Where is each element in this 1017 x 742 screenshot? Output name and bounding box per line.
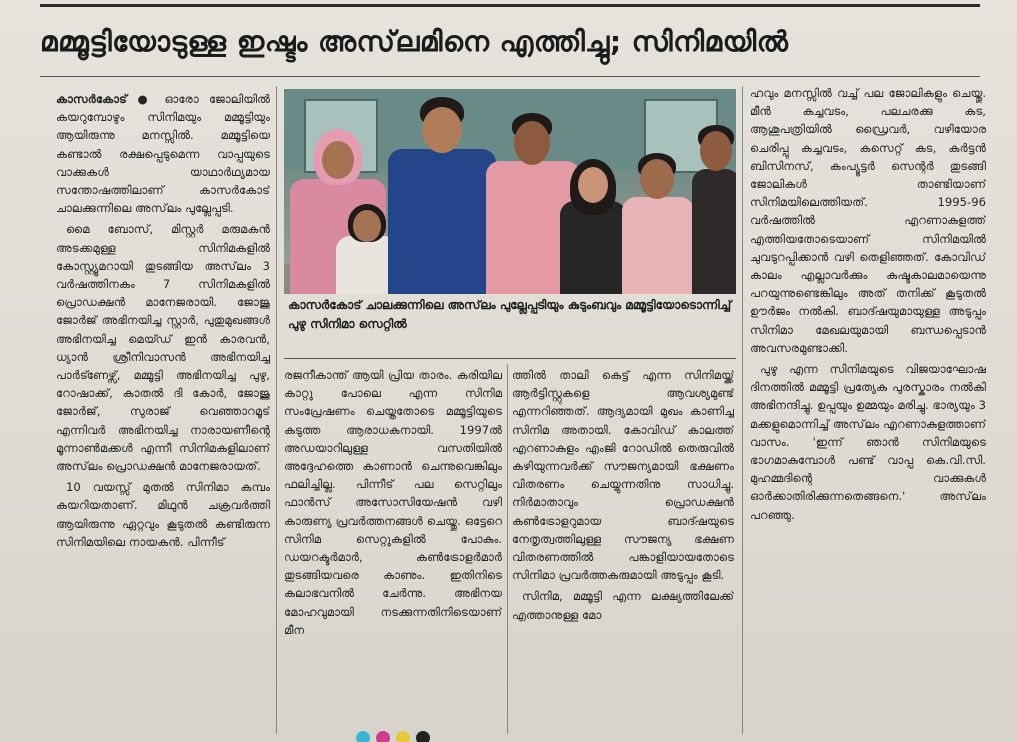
paragraph: ഹവും മനസ്സിൽ വച്ച് പല ജോലികളും ചെയ്തു. മീൻ കച്ചവടം, പലചരക്കു കട, ആശുപത്രിയിൽ ഡ്രൈവർ, വഴിയോര ചെരിപ്പു കച്ചവടം, കസെറ്റ് കട, കർട്ടൻ ബിസിനസ്, കംപ്യൂട്ടർ സെന്റർ തുടങ്ങി ജോലികൾ താണ്ടിയാണ് സിനിമയിലെത്തിയത്. 1995-96 വർഷത്തിൽ എറണാകുളത്ത് എത്തിയതോടെയാണ് സിനിമയിൽ ചുവടുറപ്പിക്കാൻ വഴി തെളിഞ്ഞത്. കോവിഡ് കാലം എല്ലാവർക്കും കഷ്ടകാലമായെന്നു പറയുന്നുണ്ടെങ്കിലും അത് തനിക്ക് കൂടുതൽ ഊർജം നൽകി. ബാദ്ഷയുമായുള്ള അടുപ്പം സിനിമാ മേഖലയുമായി ബന്ധപ്പെടാൻ അവസരമുണ്ടാക്കി. [750, 86, 986, 355]
paragraph: പുഴു എന്ന സിനിമയുടെ വിജയാഘോഷ ദിനത്തിൽ മമ്മൂട്ടി പ്രത്യേക പുരസ്കാരം നൽകി അഭിനന്ദിച്ചു. ഉപ്പയും ഉമ്മയും മരിച്ചു. ഭാര്യയും 3 മക്കളുമൊന്നിച്ച് അസ്‌ലം എറണാകുളത്താണ് വാസം. 'ഇന്ന് ഞാൻ സിനിമയുടെ ഭാഗമാകുമ്പോൾ പണ്ട് വാപ്പ കെ.വി.സി. മുഹമ്മദിന്റെ വാക്കുകൾ ഓർക്കാതിരിക്കുന്നതെങ്ങനെ.' അസ്‌ലം പറഞ്ഞു. [750, 362, 986, 522]
top-rule [40, 4, 980, 7]
paragraph: സിനിമ, മമ്മൂട്ടി എന്ന ലക്ഷ്യത്തിലേക്ക് എത്താനുള്ള മോ [512, 589, 734, 622]
photo-person-son [618, 153, 698, 294]
paragraph [56, 90, 270, 217]
article-column-1 [56, 90, 270, 730]
dateline: കാസർകോട് ● [56, 92, 155, 106]
paragraph: ത്തിൽ താലി കെട്ട് എന്ന സിനിമയ്ക്ക് ആർട്ടിസ്റ്റുകളെ ആവശ്യമുണ്ട് എന്നറിഞ്ഞത്. ആദ്യമായി മുഖം കാണിച്ച സിനിമ അതായി. കോവിഡ് കാലത്ത് എറണാകുളം എംജി റോഡിൽ തെരുവിൽ കഴിയുന്നവർക്ക് സൗജന്യമായി ഭക്ഷണം വിതരണം ചെയ്യുന്നതിനു സാധിച്ചു. നിർമാതാവും പ്രൊഡക്ഷൻ കൺട്രോളറുമായ ബാദ്ഷയുടെ നേതൃത്വത്തിലുള്ള സൗജന്യ ഭക്ഷണ വിതരണത്തിൽ പങ്കാളിയായതോടെ സിനിമാ പ്രവർത്തകരുമായി അടുപ്പം കൂടി. [512, 368, 734, 583]
paragraph: മൈ ബോസ്, മിസ്റ്റർ മരുമകൻ അടക്കമുള്ള സിനിമകളിൽ കോസ്റ്റ്യൂമറായി തുടങ്ങിയ അസ്‌ലം 3 വർഷത്തിനകം 7 സിനിമകളിൽ പ്രൊഡക്ഷൻ മാനേജരായി. ജോജു ജോർജ് അഭിനയിച്ച സ്റ്റാർ, പുതുമുഖങ്ങൾ അഭിനയിച്ച മെയ്ഡ് ഇൻ കാരവൻ, ധ്യാൻ ശ്രീനിവാസൻ അഭിനയിച്ച പാർട്ണേഴ്സ്, മമ്മൂട്ടി അഭിനയിച്ച പുഴു, റോഷാക്ക്, കാതൽ ദി കോർ, ജോജു ജോർജ്, സുരാജ് വെഞ്ഞാറമൂട് എന്നിവർ അഭിനയിച്ച നാരായണീന്റെ മൂന്നാൺമക്കൾ എന്നീ സിനിമകളിലാണ് അസ്‌ലം പ്രൊഡക്ഷൻ മാനേജരായത്. [56, 222, 270, 474]
headline: മമ്മൂട്ടിയോടുള്ള ഇഷ്ടം അസ്‌ലമിനെ എത്തിച്ചു; സിനിമയിൽ [40, 25, 789, 58]
article-column-2 [284, 366, 502, 736]
article-column-4 [750, 84, 986, 734]
paragraph-text: ഓരോ ജോലിയിൽ കയറുമ്പോഴും സിനിമയും മമ്മൂട്ടിയും ആയിരുന്നു മനസ്സിൽ. മമ്മൂട്ടിയെ കണ്ടാൽ രക്ഷപ്പെടുമെന്ന വാപ്പയുടെ വാക്കുകൾ യാഥാർഥ്യമായ സന്തോഷത്തിലാണ് കാസർകോട് ചാലക്കുന്നിലെ അസ്‌ലം പുല്ലേപ്പടി. [56, 92, 270, 216]
cyan-dot-icon [356, 731, 370, 742]
magenta-dot-icon [376, 731, 390, 742]
paragraph: രജനീകാന്ത് ആയി പ്രിയ താരം. കരിയില കാറ്റു പോലെ എന്ന സിനിമ സംപ്രേഷണം ചെയ്തതോടെ മമ്മൂട്ടിയുടെ കടുത്ത ആരാധകനായി. 1997ൽ അഡയാറിലുള്ള വസതിയിൽ അദ്ദേഹത്തെ കാണാൻ ചെന്നുവെങ്കിലും ഫലിച്ചില്ല. പിന്നീട് പല സെറ്റിലും ഫാൻസ് അസോസിയേഷൻ വഴി കാരുണ്യ പ്രവർത്തനങ്ങൾ ചെയ്തു. ഒട്ടേറെ സിനിമ സെറ്റുകളിൽ പോകും. ഡയറക്ടർമാർ, കൺട്രോളർമാർ തുടങ്ങിയവരെ കാണും. ഇതിനിടെ കലാഭവനിൽ ചേർന്നു. അഭിനയ മോഹവുമായി നടക്കുന്നതിനിടെയാണ് മീന [284, 368, 502, 637]
print-registration-marks [356, 730, 476, 742]
column-divider [276, 86, 277, 734]
photo-caption: കാസർകോട് ചാലക്കുന്നിലെ അസ്‌ലം പുല്ലേപ്പടിയും കുടുംബവും മമ്മൂട്ടിയോടൊന്നിച്ച് പുഴു സിനിമാ സെറ്റിൽ [288, 298, 732, 331]
yellow-dot-icon [396, 731, 410, 742]
photo-person-son-2 [690, 125, 736, 294]
caption-rule [284, 358, 736, 359]
headline-rule [40, 76, 980, 77]
black-dot-icon [416, 731, 430, 742]
photo-person-actor [386, 97, 498, 294]
news-photo [284, 89, 736, 294]
column-divider [507, 364, 508, 734]
article-column-3 [512, 366, 734, 736]
paragraph: 10 വയസ്സ് മുതൽ സിനിമാ കമ്പം കയറിയതാണ്. മിഥുൻ ചക്രവർത്തി ആയിരുന്നു ഏറ്റവും കൂടുതൽ കണ്ടിരുന്ന സിനിമയിലെ നായകൻ. പിന്നീട് [56, 480, 270, 549]
column-divider [742, 86, 743, 734]
